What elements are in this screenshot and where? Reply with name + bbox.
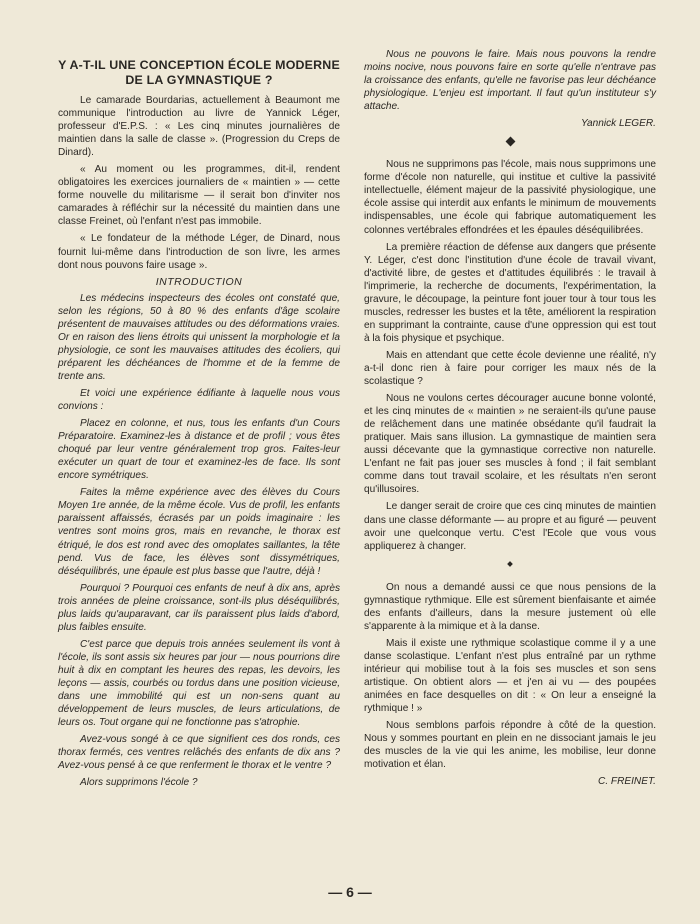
paragraph: Mais il existe une rythmique scolastique comme il y a une danse scolastique. L'enfant n'est plus entraîné par un rythme intérieur qui mobilise tout à la fois ses muscles et son sens artistique. On obtient alors — et j'en ai vu — des poupées animées en face desquelles on dit : « On leur a enseigné la rythmique ! »: [364, 637, 656, 715]
section-ornament: [364, 134, 656, 150]
signature-freinet: C. FREINET.: [598, 776, 656, 788]
paragraph: Pourquoi ? Pourquoi ces enfants de neuf à dix ans, après trois années de pleine croissance, sont-ils plus déséquilibrés, plus laids qu'auparavant, car ils paraissent plus laids d'abord, plus faibles ensuite.: [58, 582, 340, 633]
paragraph: « Le fondateur de la méthode Léger, de Dinard, nous fournit lui-même dans l'introduction de son livre, les armes dont nous pouvons faire usage ».: [58, 233, 340, 271]
paragraph: La première réaction de défense aux dangers que présente Y. Léger, c'est donc l'institution d'une école de travail vivant, d'activité libre, de gestes et d'attitudes équilibrés : le travail à l'imprimerie, la recherche de documents, l'expérimentation, la gravure, le découpage, la peinture font jouer tour à tour tous les muscles, redresser les bustes et la tête, améliorent la respiration en supprimant la contrainte, cause d'une oppression qui est tout à la fois physique et psychique.: [364, 241, 656, 344]
paragraph: Nous ne voulons certes décourager aucune bonne volonté, et les cinq minutes de « maintien » ne seraient-ils qu'une pause de relâchement dans une matinée obsédante qu'il faudrait la pratiquer. Mais sans illusion. La gymnastique de maintien sera aussi décevante que la gymnastique corrective non naturelle. L'enfant ne fait pas jouer ses muscles à fond ; il fait semblant comme dans tout travail scolaire, et les résultats n'en seront qu'illusoires.: [364, 393, 656, 496]
article-title-line-1: Y A-T-IL UNE CONCEPTION ÉCOLE MODERNE: [58, 58, 340, 72]
diamond-icon: [505, 137, 515, 147]
paragraph: On nous a demandé aussi ce que nous pensions de la gymnastique rythmique. Elle est sûrement bienfaisante et aimée des enfants d'ailleurs, dans la mesure justement où elle s'apparente à la mimique et à la danse.: [364, 581, 656, 632]
page-number: — 6 —: [328, 884, 372, 900]
paragraph: C'est parce que depuis trois années seulement ils vont à l'école, ils sont assis six heures par jour — nous pourrions dire huit à dix en comptant les heures des repas, les devoirs, les leçons — assis, courbés ou tordus dans une position vicieuse, dans une immobilité qui est un non-sens quant au développement de leurs muscles, de leurs articulations, de leurs os. Tout organe qui ne fonctionne pas s'atrophie.: [58, 638, 340, 729]
section-ornament: [364, 557, 656, 573]
paragraph: Les médecins inspecteurs des écoles ont constaté que, selon les régions, 50 à 80 % des enfants d'âge scolaire présentent de mauvaises attitudes ou des déformations vraies. Or en raison des liens étroits qui unissent la morphologie et la physiologie, ce sont les mauvaises attitudes des écoliers, qui préparent les déchéances de l'homme et de la femme de trente ans.: [58, 292, 340, 382]
paragraph: Faites la même expérience avec des élèves du Cours Moyen 1re année, de la même école. Vus de profil, les enfants paraissent affaissés, écrasés par un poids imaginaire : les ventres sont moins gros, mais en revanche, le thorax est étriqué, le dos est rond avec des omoplates saillantes, la tête pend. Vus de face, les élèves sont dissymétriques, déséquilibrés, une épaule est plus basse que l'autre, déjà !: [58, 487, 340, 577]
paragraph: « Au moment ou les programmes, dit-il, rendent obligatoires les exercices journaliers de « maintien » — cette forme nouvelle du militarisme — il serait bon d'inviter nos camarades à réfléchir sur la nécessité du maintien dans une classe Freinet, où l'enfant n'est pas immobile.: [58, 164, 340, 228]
paragraph: Nous ne supprimons pas l'école, mais nous supprimons une forme d'école non naturelle, qui institue et cultive la passivité intellectuelle, élément majeur de la passivité physiologique, une école assise qui interdit aux enfants le minimum de mouvements indispensables, une école qui fabrique automatiquement les colonnes vertébrales effondrées et les épaules déséquilibrées.: [364, 159, 656, 236]
paragraph: Le camarade Bourdarias, actuellement à Beaumont me communique l'introduction au livre de Yannick Léger, professeur d'E.P.S. : « Les cinq minutes journalières de maintien dans la salle de classe ». (Progression du Creps de Dinard).: [58, 95, 340, 159]
paragraph: Mais en attendant que cette école devienne une réalité, n'y a-t-il donc rien à faire pour corriger les maux nés de la scolastique ?: [364, 349, 656, 388]
paragraph: Nous ne pouvons le faire. Mais nous pouvons la rendre moins nocive, nous pouvons faire en sorte qu'elle n'entrave pas la croissance des enfants, qu'elle ne favorise pas leur déchéance physiologique. L'enjeu est important. Il faut qu'un instituteur s'y attache.: [364, 49, 656, 113]
paragraph: Alors supprimons l'école ?: [80, 777, 198, 789]
signature-leger: Yannick LEGER.: [581, 118, 656, 130]
introduction-heading: INTRODUCTION: [155, 275, 243, 288]
article-title: [58, 58, 340, 88]
paragraph: Avez-vous songé à ce que signifient ces dos ronds, ces thorax fermés, ces ventres relâchés des enfants de dix ans ? Avez-vous pensé à ce que renferment le thorax et le ventre ?: [58, 734, 340, 772]
paragraph: Et voici une expérience édifiante à laquelle nous vous convions :: [58, 387, 340, 413]
left-column: [58, 48, 340, 793]
paragraph: Placez en colonne, et nus, tous les enfants d'un Cours Préparatoire. Examinez-les à distance et de profil ; vous êtes choqué par leur ventre généralement trop gros. Faites-leur exécuter un quart de tour et examinez-les de face. Ils sont encore symétriques.: [58, 418, 340, 482]
paragraph: Nous semblons parfois répondre à côté de la question. Nous y sommes pourtant en plein en ne dissociant jamais le jeu des muscles de la vie qui les anime, les mobilise, leur donne motivation et élan.: [364, 720, 656, 771]
article-title-line-2: DE LA GYMNASTIQUE ?: [125, 73, 273, 87]
paragraph: Le danger serait de croire que ces cinq minutes de maintien dans une classe déformante — au propre et au figuré — peuvent avoir une quelconque vertu. C'est l'Ecole que vous vous appliquerez à changer.: [364, 501, 656, 552]
diamond-icon: [507, 561, 513, 567]
right-column: [364, 48, 656, 788]
